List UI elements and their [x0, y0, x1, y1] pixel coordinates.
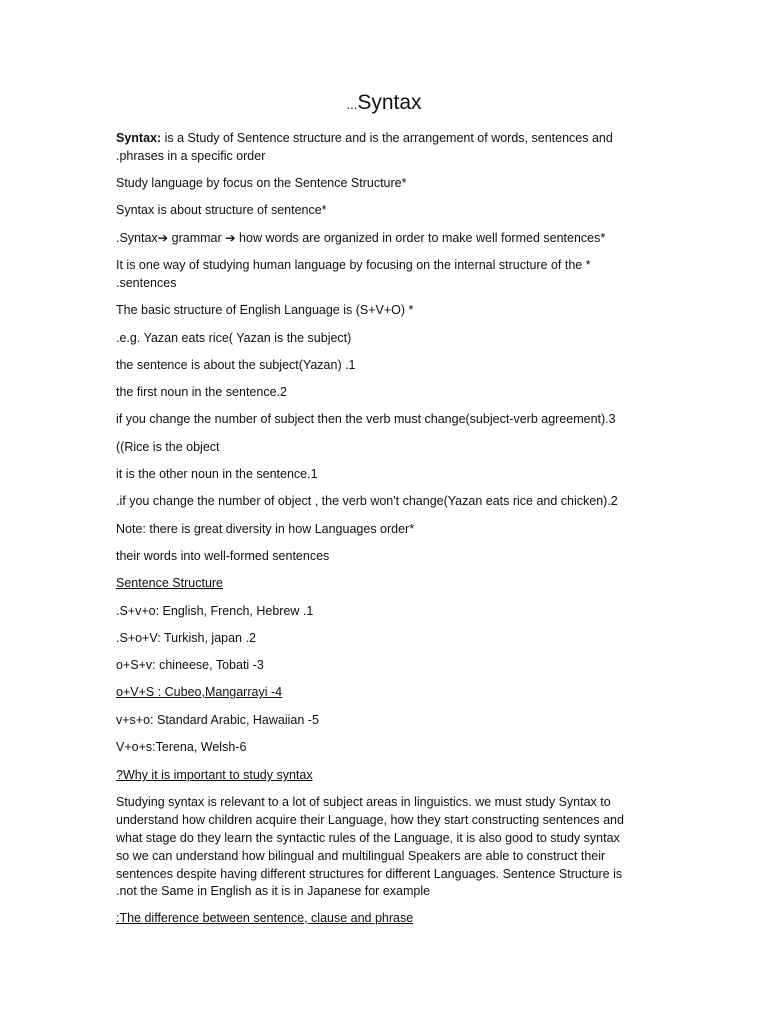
definition-text-1: is a Study of Sentence structure and is the arrangement of words, sentences and: [161, 131, 613, 145]
body-line: It is one way of studying human language by focusing on the internal structure of the *: [116, 258, 591, 272]
body-line: .Syntax➔ grammar ➔ how words are organized in order to make well formed sentences*: [116, 231, 606, 245]
sentence-structure-heading: Sentence Structure: [116, 576, 224, 590]
title-dots: ...: [346, 97, 358, 112]
body-line: the sentence is about the subject(Yazan) .1: [116, 358, 356, 372]
why-line: so we can understand how bilingual and multilingual Speakers are able to construct their: [116, 849, 606, 863]
body-line: Note: there is great diversity in how Languages order*: [116, 522, 415, 536]
body-line: .if you change the number of object , the verb won't change(Yazan eats rice and chicken).2: [116, 494, 618, 508]
structure-item: v+s+o: Standard Arabic, Hawaiian -5: [116, 713, 319, 727]
body-line: it is the other noun in the sentence.1: [116, 467, 318, 481]
body-line: Study language by focus on the Sentence Structure*: [116, 176, 407, 190]
body-line: The basic structure of English Language is (S+V+O) *: [116, 303, 414, 317]
why-line: Studying syntax is relevant to a lot of subject areas in linguistics. we must study Syntax to: [116, 795, 611, 809]
why-line: sentences despite having different structures for different Languages. Sentence Structure is: [116, 867, 623, 881]
structure-item: .S+v+o: English, French, Hebrew .1: [116, 604, 314, 618]
body-line: .sentences: [116, 276, 177, 290]
page-title: [0, 88, 768, 120]
definition-line-1: [116, 129, 613, 147]
body-line: their words into well-formed sentences: [116, 549, 330, 563]
structure-item: V+o+s:Terena, Welsh-6: [116, 740, 247, 754]
structure-item: .S+o+V: Turkish, japan .2: [116, 631, 256, 645]
definition-term: Syntax:: [116, 131, 162, 145]
difference-heading: :The difference between sentence, clause and phrase: [116, 911, 414, 925]
why-line: understand how children acquire their Language, how they start constructing sentences and: [116, 813, 624, 827]
body-line: ((Rice is the object: [116, 440, 220, 454]
structure-item: o+S+v: chineese, Tobati -3: [116, 658, 264, 672]
why-line: .not the Same in English as it is in Japanese for example: [116, 884, 431, 898]
why-line: what stage do they learn the syntactic rules of the Language, it is also good to study syntax: [116, 831, 620, 845]
definition-line-2: .phrases in a specific order: [116, 149, 266, 163]
body-line: .e.g. Yazan eats rice( Yazan is the subject): [116, 331, 352, 345]
body-line: Syntax is about structure of sentence*: [116, 203, 327, 217]
title-text: Syntax: [357, 91, 422, 114]
why-heading: ?Why it is important to study syntax: [116, 768, 313, 782]
body-line: if you change the number of subject then the verb must change(subject-verb agreement).3: [116, 412, 616, 426]
structure-item: o+V+S : Cubeo,Mangarrayi -4: [116, 685, 283, 699]
body-line: the first noun in the sentence.2: [116, 385, 287, 399]
